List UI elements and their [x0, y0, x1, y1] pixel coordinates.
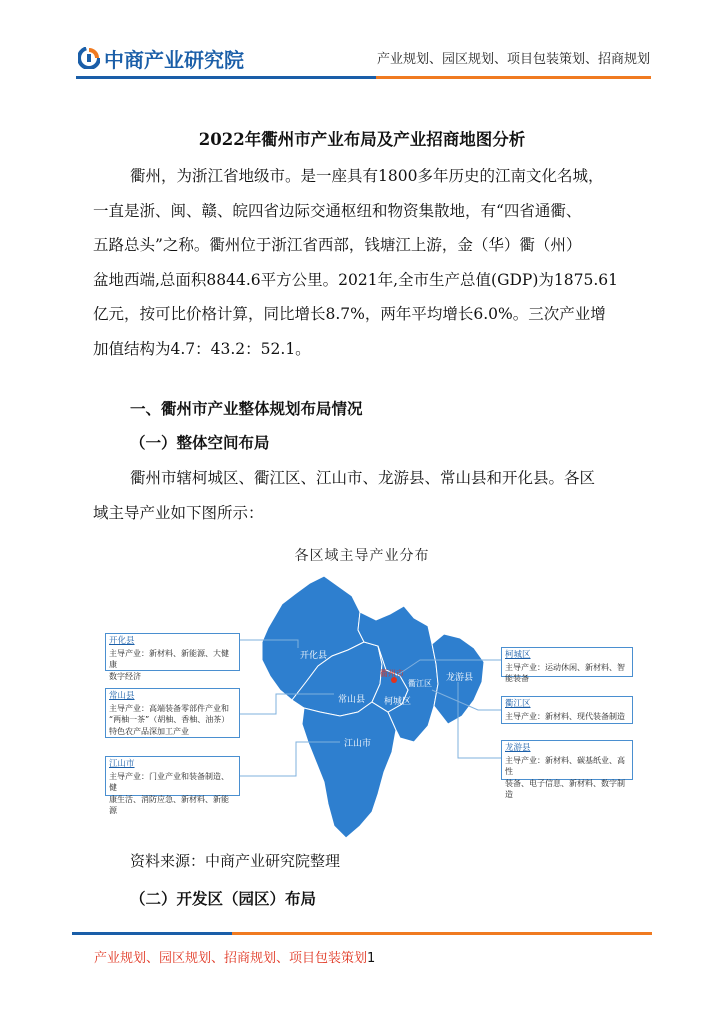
map-region-jiangshan	[302, 702, 396, 838]
callout-kaihua	[105, 633, 240, 681]
section-heading-1: 一、衢州市产业整体规划布局情况	[130, 399, 363, 418]
callout-line: 装备、电子信息、新材料、数字制造	[505, 778, 625, 799]
callout-jiangshan	[105, 756, 240, 815]
callout-longyou	[501, 740, 633, 799]
intro-line: 亿元，按可比价格计算，同比增长8.7%，两年平均增长6.0%。三次产业增	[93, 305, 606, 324]
callout-title: 常山县	[109, 691, 135, 701]
footer-divider-orange	[232, 932, 652, 935]
callout-kecheng	[501, 647, 633, 683]
logo-text: 中商产业研究院	[104, 47, 244, 72]
map-label-longyou: 龙游县	[446, 673, 474, 683]
page-number: 1	[367, 951, 376, 966]
footer	[94, 947, 375, 966]
callout-line: 主导产业：新材料、新能源、大健康	[109, 648, 229, 669]
map-label-qujiang: 衢江区	[408, 679, 432, 688]
callout-line: 主导产业：新材料、现代装备制造	[505, 711, 625, 721]
subsection-heading-parks: （二）开发区（园区）布局	[130, 889, 317, 908]
map-label-city: 衢州市	[380, 669, 404, 678]
document-title: 2022年衢州市产业布局及产业招商地图分析	[198, 130, 526, 149]
intro-line: 盆地西端,总面积8844.6平方公里。2021年,全市生产总值(GDP)为1875.61	[93, 270, 618, 289]
source-note: 资料来源：中商产业研究院整理	[130, 852, 341, 870]
footer-divider-blue	[72, 932, 232, 935]
layout-line: 域主导产业如下图所示：	[93, 503, 264, 522]
map-label-jiangshan: 江山市	[344, 739, 372, 749]
map-label-kecheng: 柯城区	[384, 697, 412, 707]
callout-line: 主导产业：门业产业和装备制造、健	[109, 771, 229, 792]
callout-title: 江山市	[109, 759, 135, 769]
map-title: 各区域主导产业分布	[294, 548, 430, 564]
callout-changshan	[105, 688, 240, 738]
layout-line: 衢州市辖柯城区、衢江区、江山市、龙游县、常山县和开化县。各区	[130, 469, 596, 487]
callout-line: 主导产业：运动休闲、新材料、智能装备	[505, 662, 625, 683]
map-label-changshan: 常山县	[338, 695, 366, 705]
header-tagline: 产业规划、园区规划、项目包装策划、招商规划	[376, 52, 650, 67]
callout-line: 康生活、消防应急、新材料、新能源	[109, 794, 229, 815]
intro-line: 五路总头”之称。衢州位于浙江省西部，钱塘江上游，金（华）衢（州）	[93, 236, 582, 255]
intro-line: 一直是浙、闽、赣、皖四省边际交通枢纽和物资集散地，有“四省通衢、	[93, 201, 582, 220]
callout-line: 主导产业：新材料、碳基纸业、高性	[505, 755, 625, 776]
subsection-heading-spatial: （一）整体空间布局	[130, 433, 270, 452]
callout-line: 数字经济	[109, 671, 141, 681]
footer-text: 产业规划、园区规划、招商规划、项目包装策划	[94, 951, 368, 966]
callout-line: “两柚一茶”（胡柚、香柚、油茶）	[109, 715, 230, 724]
callout-qujiang	[501, 696, 633, 724]
map-label-kaihua: 开化县	[300, 651, 328, 661]
callout-title: 开化县	[109, 636, 135, 646]
callout-line: 特色农产品深加工产业	[109, 726, 189, 736]
callout-line: 主导产业：高端装备零部件产业和	[109, 703, 229, 713]
callout-title: 柯城区	[505, 650, 531, 660]
intro-line: 衢州，为浙江省地级市。是一座具有1800多年历史的江南文化名城，	[130, 167, 604, 185]
callout-title: 衢江区	[505, 699, 531, 709]
callout-title: 龙游县	[505, 743, 531, 753]
intro-line: 加值结构为4.7：43.2：52.1。	[93, 339, 311, 358]
